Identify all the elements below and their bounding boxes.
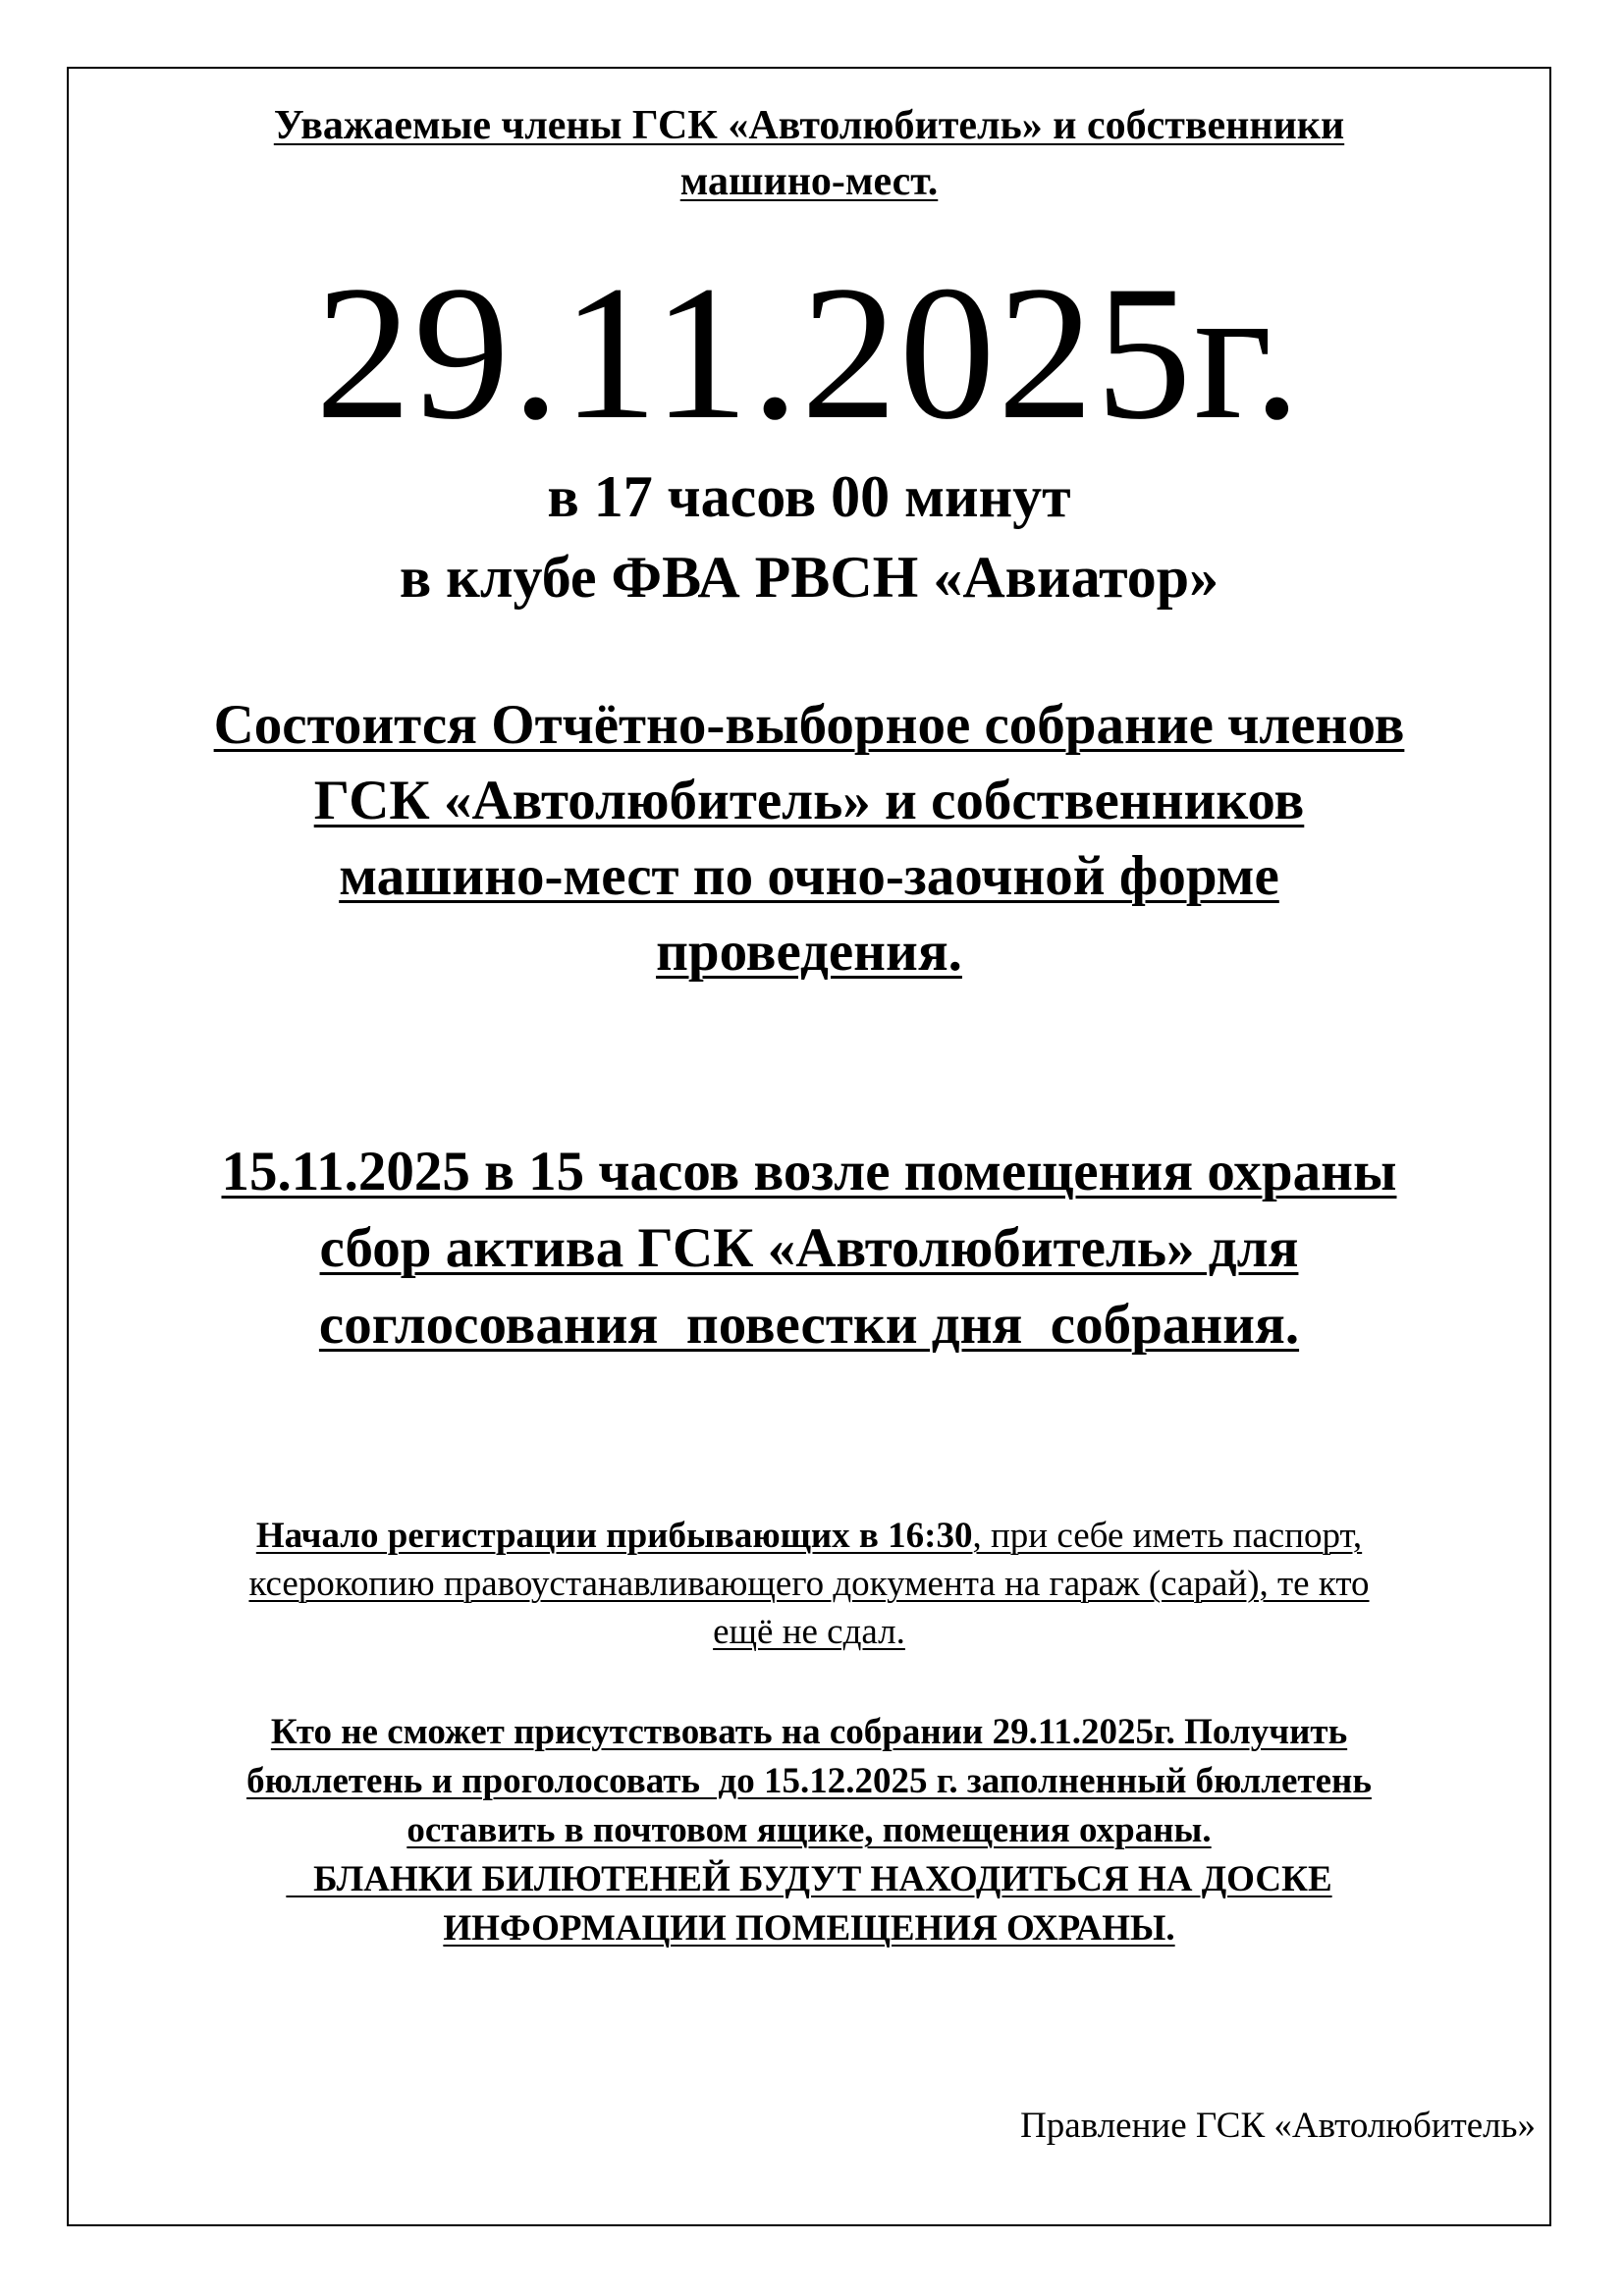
absent-line-4: БЛАНКИ БИЛЮТЕНЕЙ БУДУТ НАХОДИТЬСЯ НА ДОСКЕ [286, 1859, 1332, 1899]
meeting-announcement [67, 687, 1551, 989]
absent-line-2: бюллетень и проголосовать до 15.12.2025 г. заполненный бюллетень [246, 1761, 1372, 1801]
event-place: в клубе ФВА РВСН «Авиатор» [399, 545, 1219, 610]
registration-line-2: ксерокопию правоустанавливающего документа на гараж (сарай), те кто [248, 1564, 1370, 1604]
activists-assembly-notice [67, 1134, 1551, 1363]
event-time: в 17 часов 00 минут [547, 464, 1071, 529]
registration-notice [67, 1512, 1551, 1656]
assembly-line-3: соглосования повестки дня собрания. [318, 1294, 1300, 1356]
greeting-line-1: Уважаемые члены ГСК «Автолюбитель» и собственники [273, 103, 1345, 148]
greeting-line-2: машино-мест. [679, 159, 939, 204]
absent-line-3: оставить в почтовом ящике, помещения охраны. [406, 1810, 1212, 1850]
registration-lead: Начало регистрации прибывающих в 16:30 [255, 1516, 973, 1556]
assembly-line-2: сбор актива ГСК «Автолюбитель» для [319, 1217, 1299, 1279]
meeting-line-3: машино-мест по очно-заочной форме [339, 845, 1279, 907]
registration-rest: , при себе иметь паспорт, [972, 1516, 1363, 1556]
meeting-line-4: проведения. [656, 921, 962, 983]
registration-line-3: ещё не сдал. [713, 1612, 905, 1652]
event-date: 29.11.2025г. [314, 246, 1303, 459]
signature: Правление ГСК «Автолюбитель» [1020, 2106, 1536, 2146]
meeting-line-1: Состоится Отчётно-выборное собрание членов [213, 694, 1405, 756]
meeting-line-2: ГСК «Автолюбитель» и собственников [313, 770, 1305, 831]
assembly-line-1: 15.11.2025 в 15 часов возле помещения охраны [221, 1141, 1397, 1202]
event-time-place [67, 456, 1551, 617]
absentee-voting-notice [67, 1708, 1551, 1953]
absent-line-5: ИНФОРМАЦИИ ПОМЕЩЕНИЯ ОХРАНЫ. [443, 1908, 1175, 1949]
absent-line-1: Кто не сможет присутствовать на собрании 29.11.2025г. Получить [270, 1712, 1348, 1752]
greeting-heading [67, 98, 1551, 210]
